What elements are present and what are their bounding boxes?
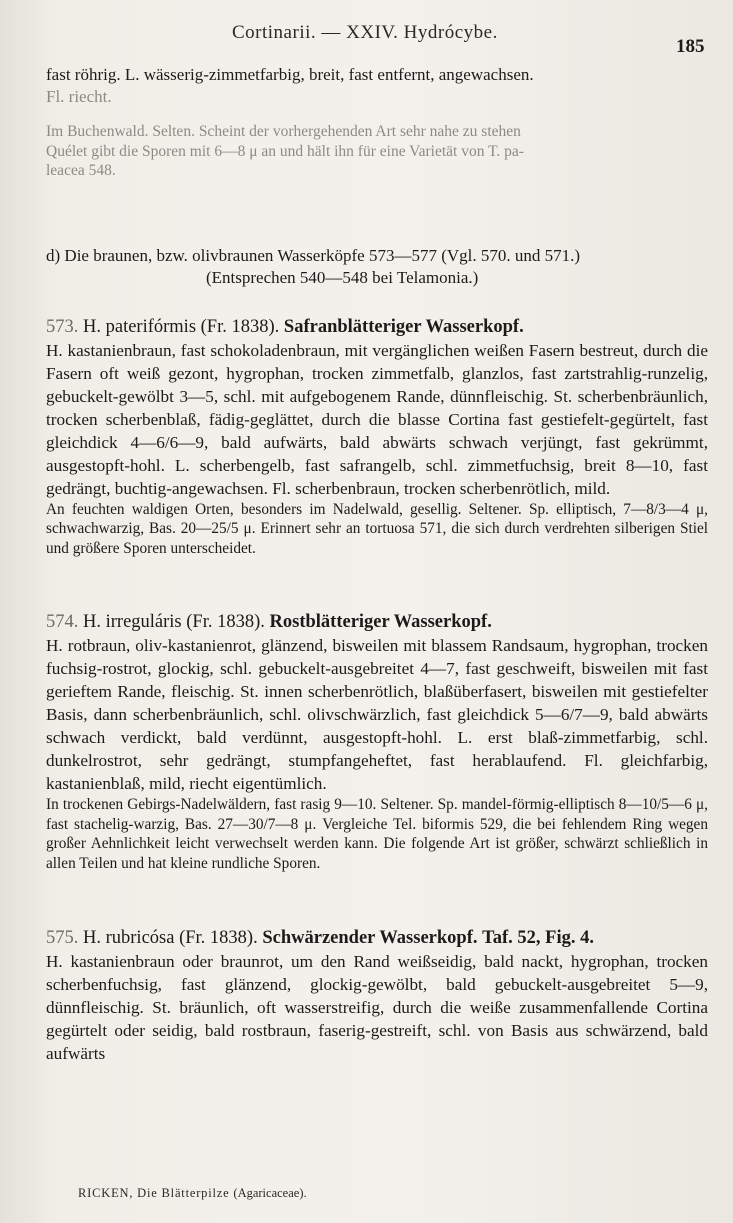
species-latin-name: H. irreguláris (Fr. 1838).	[83, 612, 265, 633]
species-note: In trockenen Gebirgs-Nadelwäldern, fast rasig 9—10. Seltener. Sp. mandel-förmig-elliptisch 8—10/5—6 μ, fast stachelig-warzig, Bas. 27—30/7—8 μ. Vergleiche Tel. biformis 529, die bei fehlendem Ring wegen großer Aehnlichkeit leicht verwechselt werden kann. Die folgende Art ist größer, schwärzt schließlich in allen Teilen und hat kleine rundliche Sporen.	[46, 796, 708, 873]
footer-author-title: RICKEN, Die Blätterpilze	[78, 1186, 230, 1200]
species-heading	[46, 926, 708, 950]
species-german-name: Rostblätteriger Wasserkopf.	[269, 612, 492, 633]
section-subtitle: (Entsprechen 540—548 bei Telamonia.)	[206, 267, 479, 287]
species-number: 573.	[46, 316, 79, 337]
species-german-name: Safranblätteriger Wasserkopf.	[283, 316, 524, 337]
species-entry-574	[46, 610, 708, 873]
page-content	[46, 64, 708, 1065]
species-note: An feuchten waldigen Orten, besonders im Nadelwald, gesellig. Seltener. Sp. elliptisch, 7—8/3—4 μ, schwachwarzig, Bas. 20—25/5 μ. Erinnert sehr an tortuosa 571, die sich durch verdrehten silberigen Stiel und größere Sporen unterscheidet.	[46, 500, 708, 557]
page-number: 185	[676, 36, 705, 57]
fragment-note-line: leacea 548.	[46, 162, 116, 179]
species-number: 574.	[46, 612, 79, 633]
species-number: 575.	[46, 927, 79, 948]
footer-subtitle: (Agaricaceae).	[233, 1186, 307, 1200]
species-description: H. kastanienbraun, fast schokoladenbraun, mit vergänglichen weißen Fasern bestreut, durch die Fasern oft weiß gezont, hygrophan, trocken zimmetfalb, glanzlos, fast zartstrahlig-runzelig, gebuckelt-gewölbt 3—5, schl. mit aufgebogenem Rande, dünnfleischig. St. scherbenbräunlich, trocken scherbenblaß, fädig-geglättet, durch die blasse Cortina fast gestiefelt-gegürtelt, fast gleichdick 4—6/6—9, bald aufwärts, bald abwärts schwach verjüngt, fast gekrümmt, ausgestopft-hohl. L. scherbengelb, fast safrangelb, schl. zimmetfuchsig, breit 8—10, fast gedrängt, buchtig-angewachsen. Fl. scherbenbraun, trocken scherbenrötlich, mild.	[46, 340, 708, 498]
page-header	[0, 22, 733, 57]
previous-entry-fragment	[46, 64, 708, 181]
fragment-line: fast röhrig. L. wässerig-zimmetfarbig, breit, fast entfernt, angewachsen.	[46, 65, 534, 84]
species-heading	[46, 315, 708, 339]
species-entry-575	[46, 926, 708, 1065]
species-entry-573	[46, 315, 708, 559]
page-footer	[78, 1186, 307, 1201]
section-heading	[46, 245, 708, 289]
fragment-line: Fl. riecht.	[46, 87, 112, 106]
species-latin-name: H. rubricósa (Fr. 1838).	[83, 927, 258, 948]
species-plate-reference: Taf. 52, Fig. 4.	[482, 927, 594, 948]
running-head: Cortinarii. — XXIV. Hydrócybe.	[232, 22, 498, 43]
species-description: H. kastanienbraun oder braunrot, um den Rand weißseidig, bald nackt, hygrophan, trocken scherbenfuchsig, fast glänzend, glockig-gewölbt, bald gebuckelt-ausgebreitet 5—9, dünnfleischig. St. bräunlich, oft wasserstreifig, durch die weiße zusammenfallende Cortina gegürtelt oder seidig, bald rostbraun, faserig-gestreift, schl. von Basis aus schwärzend, bald aufwärts	[46, 951, 708, 1063]
species-description: H. rotbraun, oliv-kastanienrot, glänzend, bisweilen mit blassem Randsaum, hygrophan, trocken fuchsig-rostrot, glockig, schl. gebuckelt-ausgebreitet 4—7, fast geschweift, bisweilen mit fast gerieftem Rande, fleischig. St. innen scherbenrötlich, blaßüberfasert, bisweilen mit gestiefelter Basis, dann scherbenbräunlich, schl. olivschwärzlich, fast gleichdick 5—6/7—9, bald abwärts schwach verdickt, bald verdünnt, ausgestopft-hohl. L. erst blaß-zimmetfarbig, schl. dunkelrostrot, sehr gedrängt, stumpfangeheftet, fast herablaufend. Fl. gleichfarbig, kastanienblaß, mild, riecht eigentümlich.	[46, 636, 708, 794]
species-latin-name: H. paterifórmis (Fr. 1838).	[83, 316, 280, 337]
species-heading	[46, 610, 708, 634]
fragment-note-line: Quélet gibt die Sporen mit 6—8 μ an und hält ihn für eine Varietät von T. pa-	[46, 142, 524, 160]
section-title: d) Die braunen, bzw. olivbraunen Wasserköpfe 573—577 (Vgl. 570. und 571.)	[46, 245, 581, 265]
species-german-name: Schwärzender Wasserkopf.	[262, 927, 478, 948]
fragment-note-line: Im Buchenwald. Selten. Scheint der vorhergehenden Art sehr nahe zu stehen	[46, 123, 521, 140]
